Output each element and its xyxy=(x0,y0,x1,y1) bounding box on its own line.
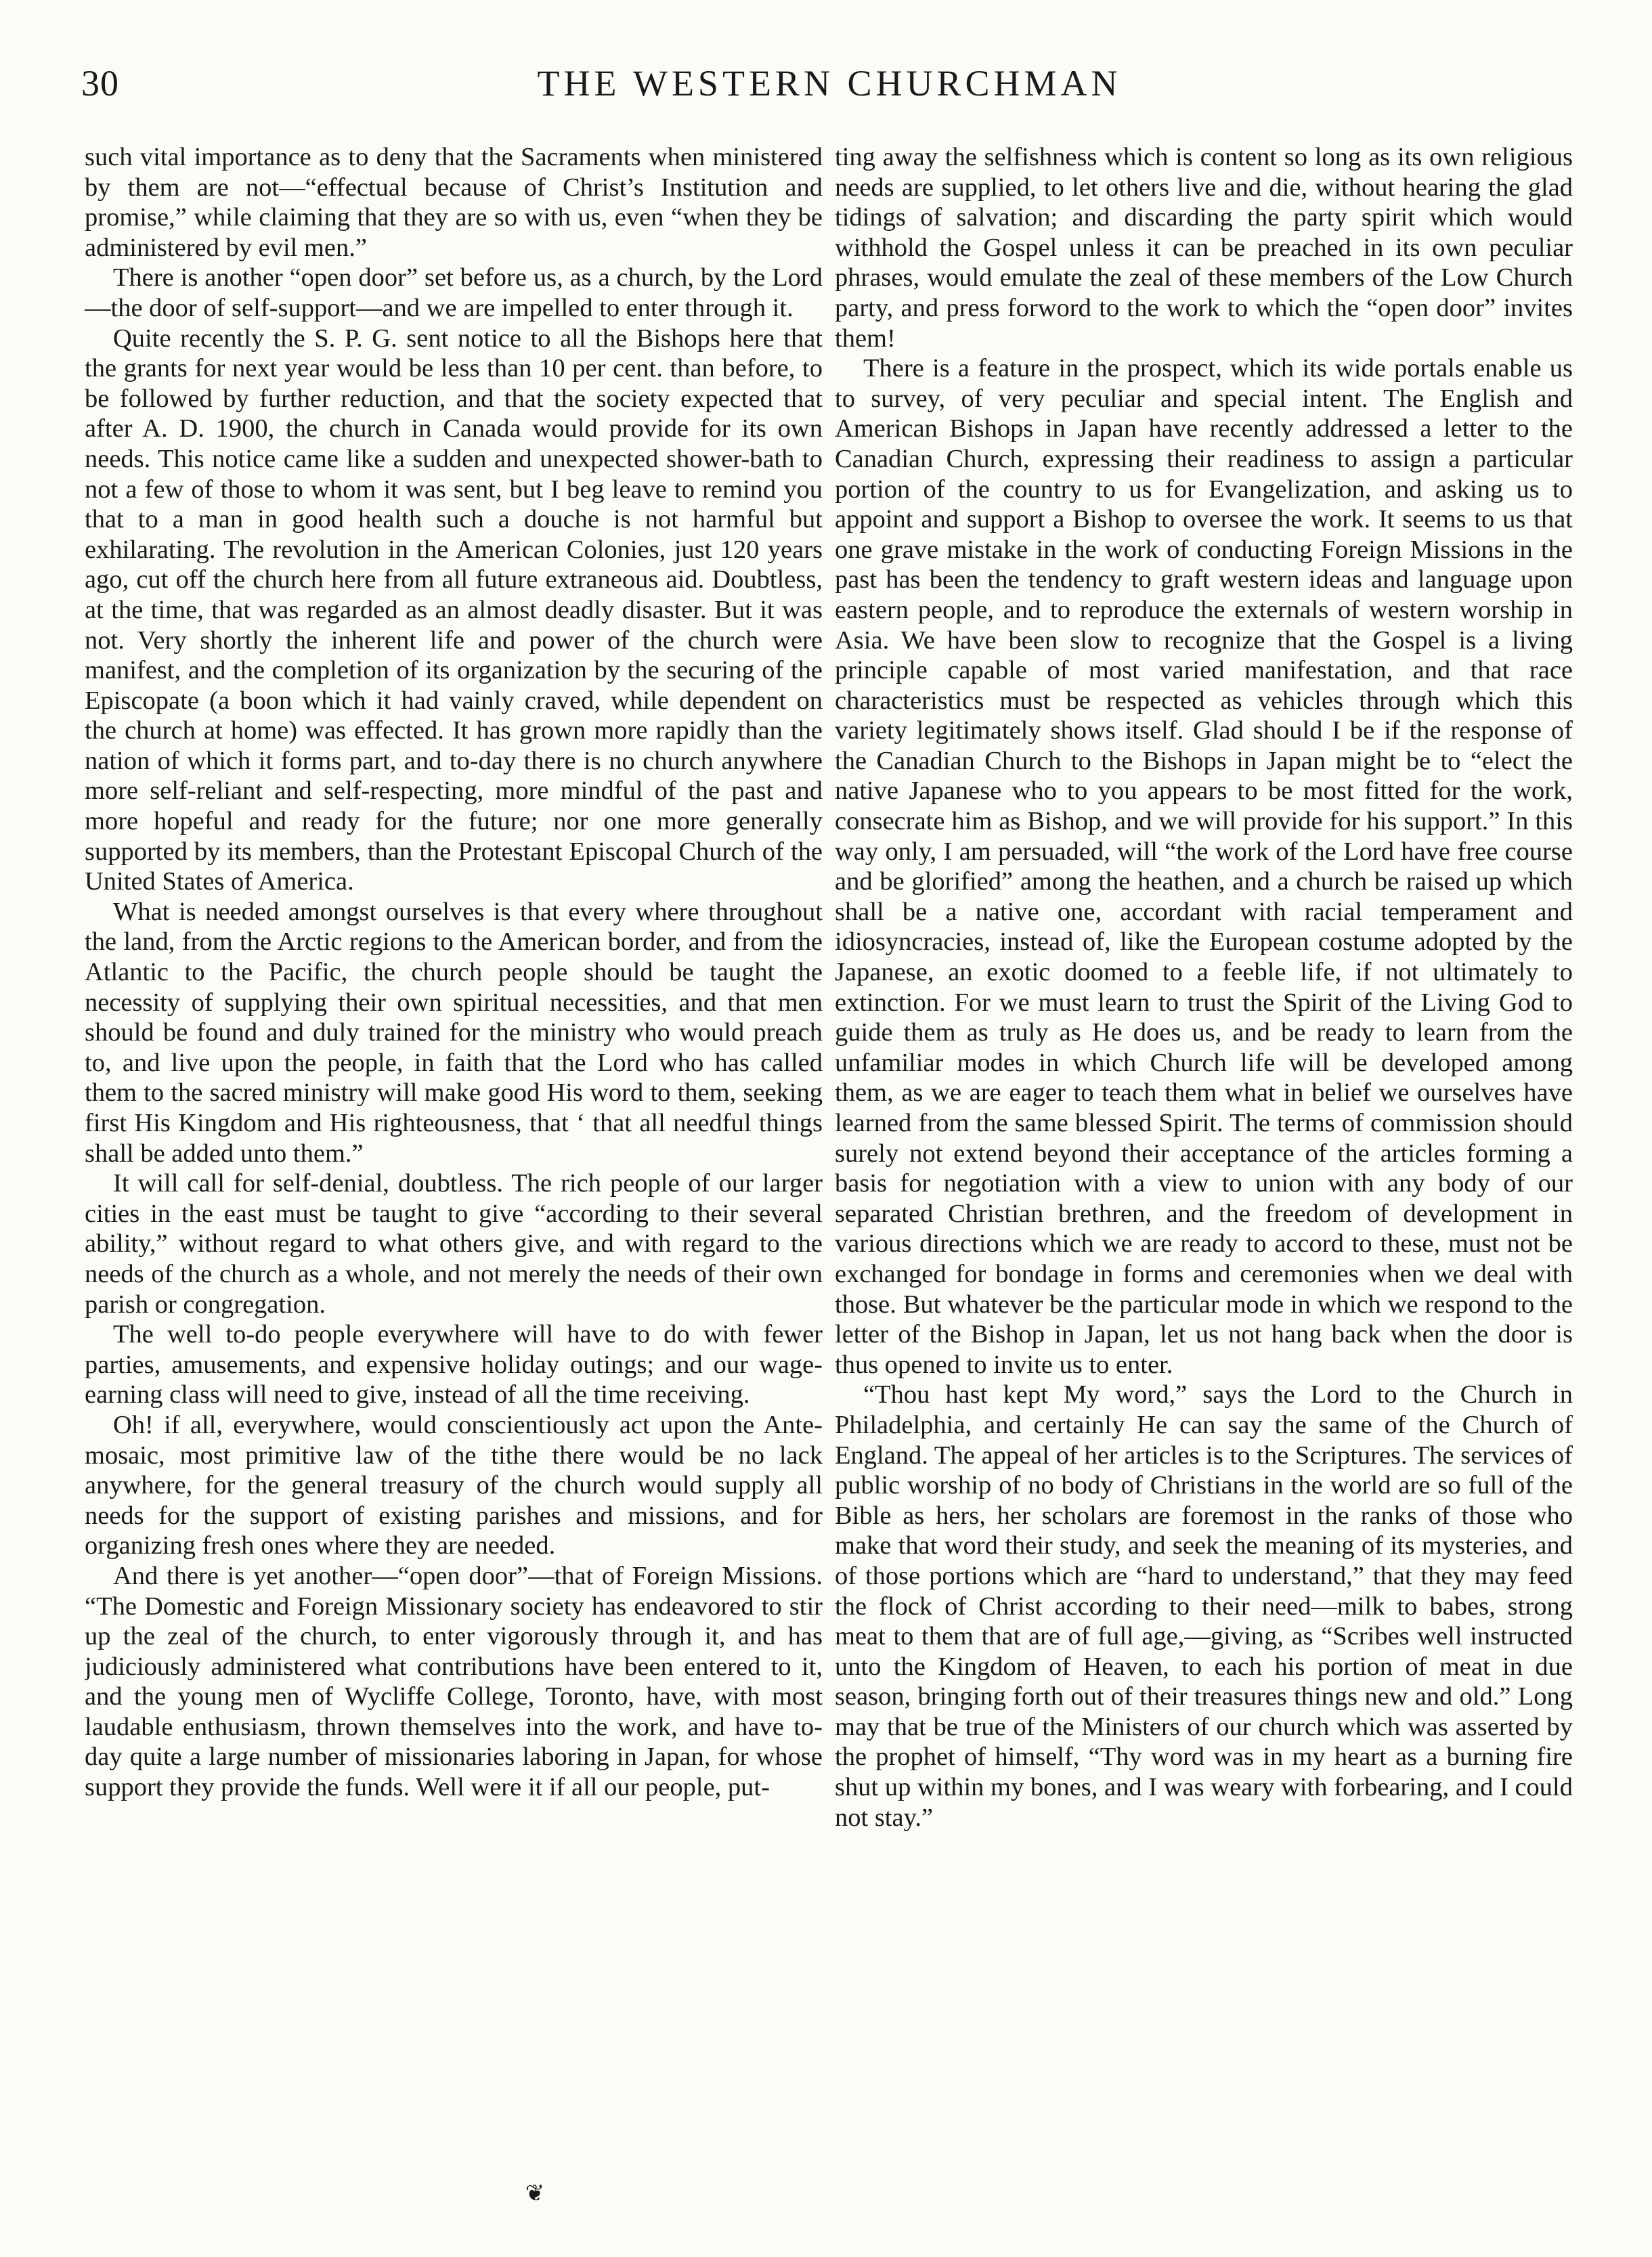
paragraph: “Thou hast kept My word,” says the Lord to the Church in Philadelphia, and certainly He can say the same of the Church of England. The appeal of her articles is to the Scriptures. The services of public worship of no body of Christians in the world are so full of the Bible as hers, her scholars are foremost in the ranks of those who make that word their study, and seek the meaning of its mysteries, and of those portions which are “hard to understand,” that they may feed the flock of Christ according to their need—milk to babes, strong meat to them that are of full age,—giving, as “Scribes well instructed unto the Kingdom of Heaven, to each his portion of meat in due season, bringing forth out of their treasures things new and old.” Long may that be true of the Ministers of our church which was asserted by the prophet of himself, “Thy word was in my heart as a burning fire shut up within my bones, and I was weary with forbearing, and I could not stay.” xyxy=(835,1380,1573,1832)
printer-ornament-icon: ❦ xyxy=(525,2181,545,2206)
paragraph: Quite recently the S. P. G. sent notice to all the Bishops here that the grants for next year would be less than 10 per cent. than before, to be followed by further reduction, and that the society expected that after A. D. 1900, the church in Canada would provide for its own needs. This notice came like a sudden and unexpected shower-bath to not a few of those to whom it was sent, but I beg leave to remind you that to a man in good health such a douche is not harmful but exhilarating. The revolution in the American Colonies, just 120 years ago, cut off the church here from all future extraneous aid. Doubtless, at the time, that was regarded as an almost deadly disaster. But it was not. Very shortly the inherent life and power of the church were manifest, and the completion of its organization by the securing of the Episcopate (a boon which it had vainly craved, while dependent on the church at home) was effected. It has grown more rapidly than the nation of which it forms part, and to-day there is no church anywhere more self-reliant and self-respecting, more mindful of the past and more hopeful and ready for the future; nor one more generally supported by its members, than the Protestant Episcopal Church of the United States of America. xyxy=(85,324,823,896)
paragraph: What is needed amongst ourselves is that every where throughout the land, from the Arctic regions to the American border, and from the Atlantic to the Pacific, the church people should be taught the necessity of supplying their own spiritual necessities, and that men should be found and duly trained for the ministry who would preach to, and live upon the people, in faith that the Lord who has called them to the sacred ministry will make good His word to them, seeking first His Kingdom and His righteousness, that ‘ that all needful things shall be added unto them.” xyxy=(85,897,823,1168)
paragraph: And there is yet another—“open door”—that of Foreign Missions. “The Domestic and Foreign Missionary society has endeavored to stir up the zeal of the church, to enter vigorously through it, and has judiciously administered what contributions have been entered to it, and the young men of Wycliffe College, Toronto, have, with most laudable enthusiasm, thrown themselves into the work, and have to-day quite a large number of missionaries laboring in Japan, for whose support they provide the funds. Well were it if all our people, put- xyxy=(85,1561,823,1802)
paragraph: Oh! if all, everywhere, would conscientiously act upon the Ante-mosaic, most primitive law of the tithe there would be no lack anywhere, for the general treasury of the church would supply all needs for the support of existing parishes and missions, and for organizing fresh ones where they are needed. xyxy=(85,1410,823,1560)
paragraph: The well to-do people everywhere will have to do with fewer parties, amusements, and expensive holiday outings; and our wage-earning class will need to give, instead of all the time receiving. xyxy=(85,1320,823,1409)
paragraph: ting away the selfishness which is content so long as its own religious needs are supplied, to let others live and die, without hearing the glad tidings of salvation; and discarding the party spirit which would withhold the Gospel unless it can be preached in its own peculiar phrases, would emulate the zeal of these members of the Low Church party, and press forword to the work to which the “open door” invites them! xyxy=(835,143,1573,353)
page-header xyxy=(74,62,1584,123)
running-title: THE WESTERN CHURCHMAN xyxy=(537,63,1122,104)
paragraph: such vital importance as to deny that the Sacraments when ministered by them are not—“effectual because of Christ’s Institution and promise,” while claiming that they are so with us, even “when they be administered by evil men.” xyxy=(85,143,823,262)
paragraph: There is a feature in the prospect, which its wide portals enable us to survey, of very peculiar and special intent. The English and American Bishops in Japan have recently addressed a letter to the Canadian Church, expressing their readiness to assign a particular portion of the country to us for Evangelization, and asking us to appoint and support a Bishop to oversee the work. It seems to us that one grave mistake in the work of conducting Foreign Missions in the past has been the tendency to graft western ideas and language upon eastern people, and to reproduce the externals of western worship in Asia. We have been slow to recognize that the Gospel is a living principle capable of most varied manifestation, and that race characteristics must be respected as vehicles through which this variety legitimately shows itself. Glad should I be if the response of the Canadian Church to the Bishops in Japan might be to “elect the native Japanese who to you appears to be most fitted for the work, consecrate him as Bishop, and we will provide for his support.” In this way only, I am persuaded, will “the work of the Lord have free course and be glorified” among the heathen, and a church be raised up which shall be a native one, accordant with racial temperament and idiosyncracies, instead of, like the European costume adopted by the Japanese, an exotic doomed to a feeble life, if not ultimately to extinction. For we must learn to trust the Spirit of the Living God to guide them as truly as He does us, and be ready to learn from the unfamiliar modes in which Church life will be developed among them, as we are eager to teach them what in belief we ourselves have learned from the same blessed Spirit. The terms of commission should surely not extend beyond their acceptance of the articles forming a basis for negotiation with a view to union with any body of our separated Christian brethren, and the freedom of development in various directions which we are ready to accord to these, must not be exchanged for bondage in forms and ceremonies when we deal with those. But whatever be the particular mode in which we respond to the letter of the Bishop in Japan, let us not hang back when the door is thus opened to invite us to enter. xyxy=(835,354,1573,1379)
left-column xyxy=(85,142,823,2207)
paragraph: There is another “open door” set before us, as a church, by the Lord—the door of self-support—and we are impelled to enter through it. xyxy=(85,263,823,322)
page-number: 30 xyxy=(81,63,119,104)
right-column xyxy=(835,142,1573,2207)
paragraph: It will call for self-denial, doubtless. The rich people of our larger cities in the east must be taught to give “according to their several ability,” without regard to what others give, and with regard to the needs of the church as a whole, and not merely the needs of their own parish or congregation. xyxy=(85,1169,823,1319)
